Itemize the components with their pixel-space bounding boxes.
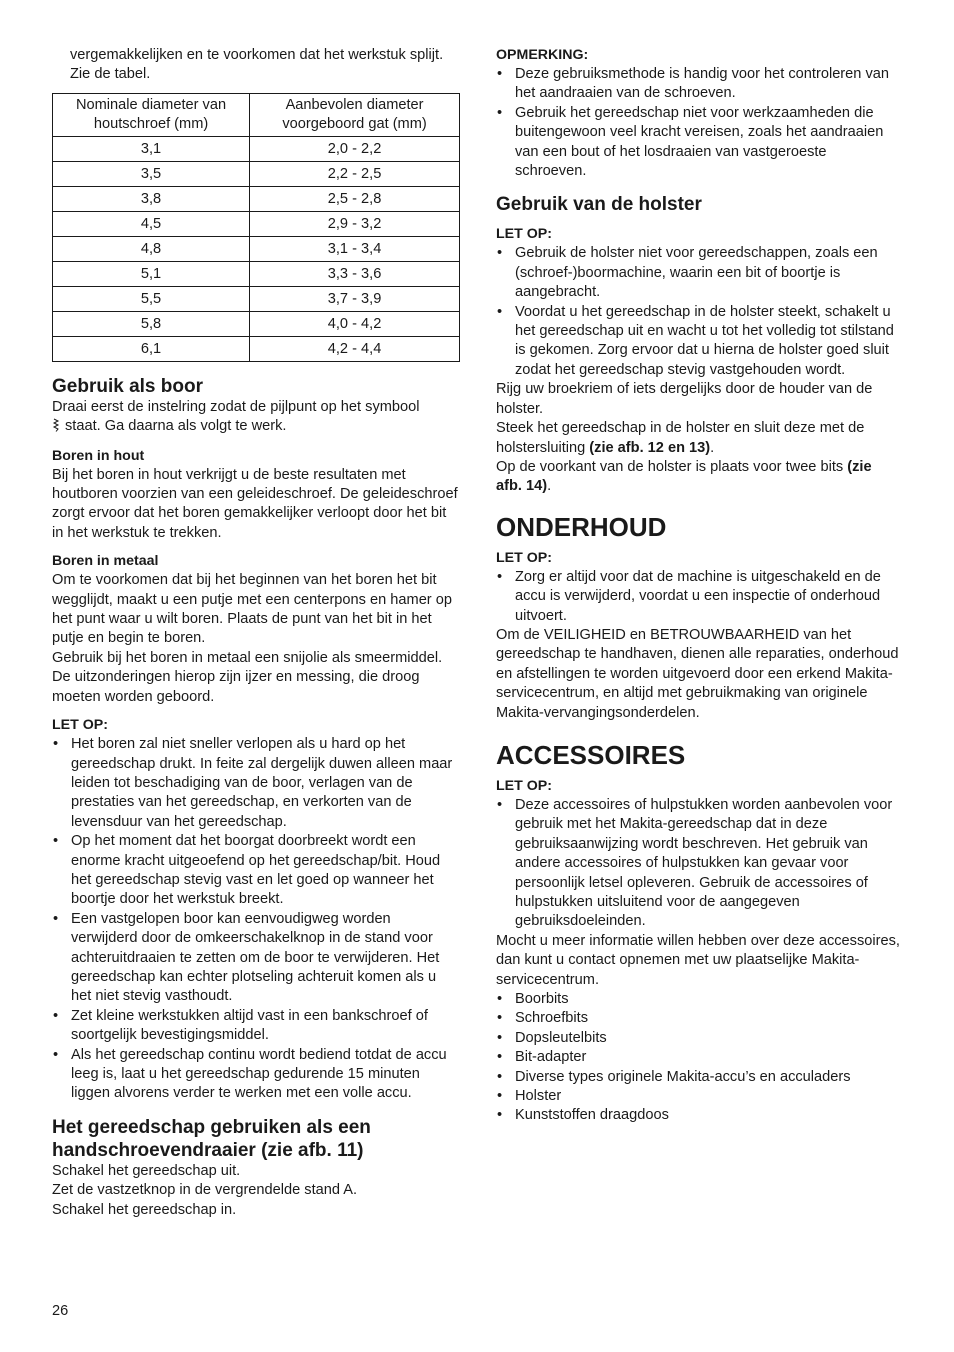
table-cell: 3,8 (53, 186, 250, 211)
punctuation: . (547, 478, 552, 495)
table-cell: 3,1 (53, 136, 250, 161)
section-heading-accessories: ACCESSOIRES (496, 739, 686, 770)
punctuation: . (710, 439, 715, 456)
drill-intro-part2: staat. Ga daarna als volgt te werk. (65, 418, 287, 435)
drill-intro (52, 398, 460, 437)
list-item: • Een vastgelopen boor kan eenvoudigweg worden verwijderd door de omkeerschakelknop in de stand voor achteruitdraaien te zetten om de boor te verwijderen. Het gereedschap kan echter plotseling achteruit komen als u het niet stevig vasthoudt. (52, 910, 460, 1007)
metal-text-2: Gebruik bij het boren in metaal een snijolie als smeermiddel. De uitzonderingen hierop zijn ijzer en messing, die droog moeten worden geboord. (52, 649, 443, 705)
holster-text-2-body: Steek het gereedschap in de holster en sluit deze met de holstersluiting (496, 420, 865, 456)
table-cell: 4,8 (53, 236, 250, 261)
section-heading-drill: Gebruik als boor (52, 375, 203, 397)
list-item: • Voordat u het gereedschap in de holster steekt, schakelt u het gereedschap uit en wacht u tot het volledig tot stilstand is gekomen. Zorg ervoor dat u hierna de holster goed sluit zodat het gereedschap stevig vastgehouden wordt. (496, 303, 900, 381)
table-header-hole-diameter: Aanbevolen diameter voorgeboord gat (mm) (250, 93, 460, 136)
screwdriver-line-2: Zet de vastzetknop in de vergrendelde stand A. (52, 1182, 358, 1199)
list-item: • Dopsleutelbits (496, 1029, 900, 1048)
accessories-caution-label: LET OP: (496, 777, 552, 794)
table-cell: 2,2 - 2,5 (250, 161, 460, 186)
table-cell: 3,1 - 3,4 (250, 236, 460, 261)
table-cell: 4,5 (53, 211, 250, 236)
section-heading-maintenance: ONDERHOUD (496, 511, 667, 542)
note-label: OPMERKING: (496, 47, 589, 63)
section-heading-screwdriver: Het gereedschap gebruiken als een handschroevendraaier (zie afb. 11) (52, 1116, 371, 1161)
holster-caution-list (496, 244, 900, 380)
maintenance-text: Om de VEILIGHEID en BETROUWBAARHEID van het gereedschap te handhaven, dienen alle reparaties, onderhoud en afstellingen te worden uitgevoerd door een erkend Makita-servicecentrum, en altijd met gebruikmaking van originele Makita-vervangingsonderdelen. (496, 626, 899, 721)
table-row (53, 136, 460, 161)
list-item: • Schroefbits (496, 1009, 900, 1028)
note-list (496, 65, 900, 181)
table-row (53, 286, 460, 311)
holster-text-3 (496, 458, 900, 497)
subheading-wood: Boren in hout (52, 447, 145, 464)
section-heading-holster: Gebruik van de holster (496, 194, 702, 216)
table-cell: 5,8 (53, 311, 250, 336)
list-item: • Diverse types originele Makita-accu’s en acculaders (496, 1068, 900, 1087)
table-row (53, 186, 460, 211)
drill-bit-icon (52, 418, 60, 432)
table-header-row (53, 93, 460, 136)
caution-label: LET OP: (52, 717, 108, 734)
screwdriver-line-3: Schakel het gereedschap in. (52, 1201, 237, 1218)
list-item: • Zet kleine werkstukken altijd vast in een bankschroef of soortgelijk bevestigingsmiddel. (52, 1007, 460, 1046)
table-cell: 2,5 - 2,8 (250, 186, 460, 211)
holster-text-3-body: Op de voorkant van de holster is plaats voor twee bits (496, 458, 844, 475)
table-cell: 5,5 (53, 286, 250, 311)
list-item: • Bit-adapter (496, 1048, 900, 1067)
intro-text: vergemakkelijken en te voorkomen dat het werkstuk splijt. Zie de tabel. (70, 47, 444, 83)
list-item: • Als het gereedschap continu wordt bediend totdat de accu leeg is, laat u het gereedschap gedurende 15 minuten liggen alvorens verder te werken met een volle accu. (52, 1046, 460, 1104)
wood-text: Bij het boren in hout verkrijgt u de beste resultaten met houtboren voorzien van een geleideschroef. De geleideschroef zorgt ervoor dat het boren gemakkelijker verloopt door het bit in het werkstuk te trekken. (52, 466, 458, 541)
table-row (53, 311, 460, 336)
table-row (53, 236, 460, 261)
table-row (53, 261, 460, 286)
list-item: • Deze gebruiksmethode is handig voor het controleren van het aandraaien van de schroeven. (496, 65, 900, 104)
right-column (496, 46, 900, 1126)
table-row (53, 336, 460, 361)
list-item: • Boorbits (496, 990, 900, 1009)
table-row (53, 161, 460, 186)
list-item: • Holster (496, 1087, 900, 1106)
list-item: • Deze accessoires of hulpstukken worden aanbevolen voor gebruik met het Makita-gereedschap dat in deze gebruiksaanwijzing wordt beschreven. Het gebruik van andere accessoires of hulpstukken kan gevaar voor persoonlijk letsel opleveren. Gebruik de accessoires of hulpstukken uitsluitend voor de aangegeven gebruiksdoeleinden. (496, 796, 900, 932)
list-item: • Het boren zal niet sneller verlopen als u hard op het gereedschap drukt. In feite zal dergelijk duwen alleen maar leiden tot beschadiging van de boor, verlagen van de prestaties van het gereedschap, en verkorten van de levensduur van het gereedschap. (52, 735, 460, 832)
table-header-screw-diameter: Nominale diameter van houtschroef (mm) (53, 93, 250, 136)
left-column (52, 46, 460, 1220)
figure-reference: (zie afb. 12 en 13) (589, 439, 711, 456)
list-item: • Op het moment dat het boorgat doorbreekt wordt een enorme kracht uitgeoefend op het gereedschap/bit. Houd het gereedschap stevig vast en let goed op wanneer het boortje door het werkstuk breekt. (52, 832, 460, 910)
table-cell: 4,2 - 4,4 (250, 336, 460, 361)
holster-text-1: Rijg uw broekriem of iets dergelijks door de houder van de holster. (496, 381, 873, 417)
table-cell: 3,5 (53, 161, 250, 186)
maintenance-caution-label: LET OP: (496, 549, 552, 566)
drill-intro-part1: Draai eerst de instelring zodat de pijlpunt op het symbool (52, 398, 420, 415)
subheading-metal: Boren in metaal (52, 553, 159, 570)
accessories-list (496, 990, 900, 1126)
accessories-caution-list (496, 796, 900, 932)
metal-text-1: Om te voorkomen dat bij het beginnen van het boren het bit wegglijdt, maakt u een putje met een centerpons en hamer op het punt waar u wilt boren. Plaats de punt van het bit in het putje en begin te boren. (52, 572, 452, 647)
table-cell: 3,7 - 3,9 (250, 286, 460, 311)
figure-reference: (zie afb. 14) (496, 458, 872, 495)
table-cell: 2,9 - 3,2 (250, 211, 460, 236)
holster-text-2 (496, 419, 900, 458)
holster-caution-label: LET OP: (496, 226, 552, 243)
list-item: • Zorg er altijd voor dat de machine is uitgeschakeld en de accu is verwijderd, voordat u een inspectie of onderhoud uitvoert. (496, 568, 900, 626)
accessories-text: Mocht u meer informatie willen hebben over deze accessoires, dan kunt u contact opnemen met uw plaatselijke Makita-servicecentrum. (496, 932, 900, 988)
pilot-hole-table (52, 93, 460, 362)
table-cell: 5,1 (53, 261, 250, 286)
table-cell: 2,0 - 2,2 (250, 136, 460, 161)
caution-list (52, 735, 460, 1104)
table-cell: 4,0 - 4,2 (250, 311, 460, 336)
list-item: • Gebruik de holster niet voor gereedschappen, zoals een (schroef-)boormachine, waarin een bit of boortje is aangebracht. (496, 244, 900, 302)
list-item: • Gebruik het gereedschap niet voor werkzaamheden die buitengewoon veel kracht vereisen, zoals het aandraaien van een bout of het losdraaien van vastgeroeste schroeven. (496, 104, 900, 182)
table-cell: 6,1 (53, 336, 250, 361)
maintenance-caution-list (496, 568, 900, 626)
screwdriver-line-1: Schakel het gereedschap uit. (52, 1162, 241, 1179)
table-cell: 3,3 - 3,6 (250, 261, 460, 286)
table-row (53, 211, 460, 236)
page-number: 26 (52, 1303, 69, 1319)
list-item: • Kunststoffen draagdoos (496, 1106, 900, 1125)
